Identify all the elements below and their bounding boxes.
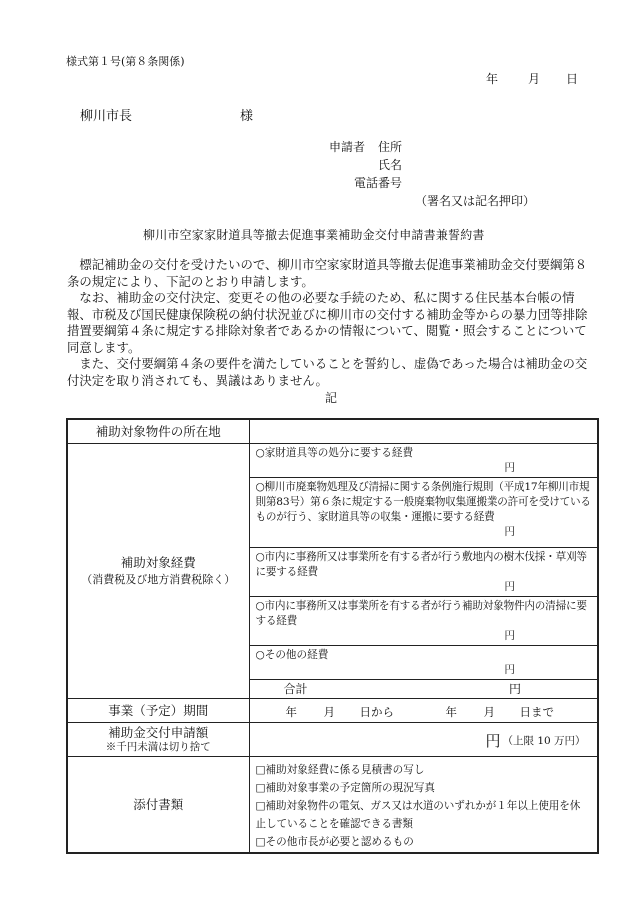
yen-unit: 円 [504, 663, 515, 676]
expense-item-text: ○その他の経費 [255, 648, 329, 661]
amount-note: ※千円未満は切り捨て [105, 741, 211, 753]
document-title: 柳川市空家家財道具等撤去促進事業補助金交付申請書兼誓約書 [143, 228, 485, 242]
period-start-day: 日から [359, 704, 394, 719]
signature-note: （署名又は記名押印） [415, 194, 536, 208]
yen-unit: 円 [504, 629, 515, 642]
phone-label: 電話番号 [354, 176, 403, 190]
expense-item-transport[interactable] [249, 477, 598, 547]
total-label: 合計 [283, 681, 308, 696]
body-text [67, 257, 597, 389]
body-paragraph: 標記補助金の交付を受けたいので、柳川市空家家財道具等撤去促進事業補助金交付要綱第８条の規定により、下記のとおり申請します。 [67, 257, 588, 289]
period-start-month: 月 [323, 704, 335, 719]
period-value[interactable] [249, 698, 598, 722]
expense-label-cell [67, 443, 249, 698]
expense-item-text: ○柳川市廃棄物処理及び清掃に関する条例施行規則（平成17年柳川市規則第83号）第６条に規定する一般廃棄物収集運搬業の許可を受けているものが行う、家財道具等の収集・運搬に要する経費 [255, 480, 591, 523]
period-label: 事業（予定）期間 [67, 698, 249, 722]
total-yen: 円 [508, 681, 521, 696]
amount-value[interactable] [249, 722, 598, 756]
date-year: 年 [486, 72, 499, 86]
location-label: 補助対象物件の所在地 [67, 419, 249, 443]
form-number: 様式第１号(第８条関係) [66, 55, 185, 68]
amount-label-cell [67, 722, 249, 756]
expense-item-text: ○市内に事務所又は事業所を有する者が行う補助対象物件内の清掃に要する経費 [255, 599, 587, 627]
attachment-item[interactable]: □補助対象経費に係る見積書の写し [255, 763, 425, 776]
date-day: 日 [566, 72, 579, 86]
yen-unit: 円 [504, 525, 515, 538]
expense-item-other[interactable] [249, 645, 598, 679]
expense-label: 補助対象経費 [120, 554, 196, 570]
name-label: 氏名 [378, 158, 403, 172]
period-end-day: 日まで [519, 704, 554, 719]
yen-unit: 円 [504, 580, 515, 593]
period-end-year: 年 [445, 704, 457, 719]
ki-mark: 記 [325, 391, 338, 405]
attachments-label: 添付書類 [67, 756, 249, 853]
application-table [66, 418, 599, 854]
period-start-year: 年 [285, 704, 297, 719]
address-label: 住所 [378, 140, 403, 154]
expense-item-text: ○家財道具等の処分に要する経費 [255, 446, 414, 459]
expense-sublabel: （消費税及び地方消費税除く） [81, 572, 236, 586]
attachment-item[interactable]: □補助対象物件の電気、ガス又は水道のいずれかが１年以上使用を休止していることを確認できる書類 [255, 799, 581, 830]
expense-item-disposal[interactable] [249, 443, 598, 477]
attachment-item[interactable]: □補助対象事業の予定箇所の現況写真 [255, 781, 436, 794]
addressee-mayor: 柳川市長 [80, 109, 133, 124]
amount-yen: 円 [485, 731, 501, 750]
expense-item-text: ○市内に事務所又は事業所を有する者が行う敷地内の樹木伐採・草刈等に要する経費 [255, 550, 587, 578]
body-paragraph: なお、補助金の交付決定、変更その他の必要な手続のため、私に関する住民基本台帳の情報、市税及び国民健康保険税の納付状況並びに柳川市の交付する補助金等からの暴力団等排除措置要綱第４条に規定する排除対象者であるかの情報について、閲覧・照会することについて同意します。 [67, 290, 588, 355]
period-end-month: 月 [483, 704, 495, 719]
amount-limit: （上限 10 万円） [502, 734, 586, 747]
attachment-item[interactable]: □その他市長が必要と認めるもの [255, 835, 414, 848]
expense-total[interactable] [249, 679, 598, 698]
date-month: 月 [528, 72, 541, 86]
body-paragraph: また、交付要綱第４条の要件を満たしていることを誓約し、虚偽であった場合は補助金の交付決定を取り消されても、異議はありません。 [67, 356, 588, 388]
expense-item-tree-cutting[interactable] [249, 547, 598, 596]
attachments-list [249, 756, 598, 853]
location-value[interactable] [249, 419, 598, 443]
amount-label: 補助金交付申請額 [108, 725, 209, 740]
addressee-honorific: 様 [240, 109, 254, 124]
applicant-label: 申請者 [329, 140, 366, 154]
yen-unit: 円 [504, 461, 515, 474]
expense-item-cleaning[interactable] [249, 596, 598, 645]
